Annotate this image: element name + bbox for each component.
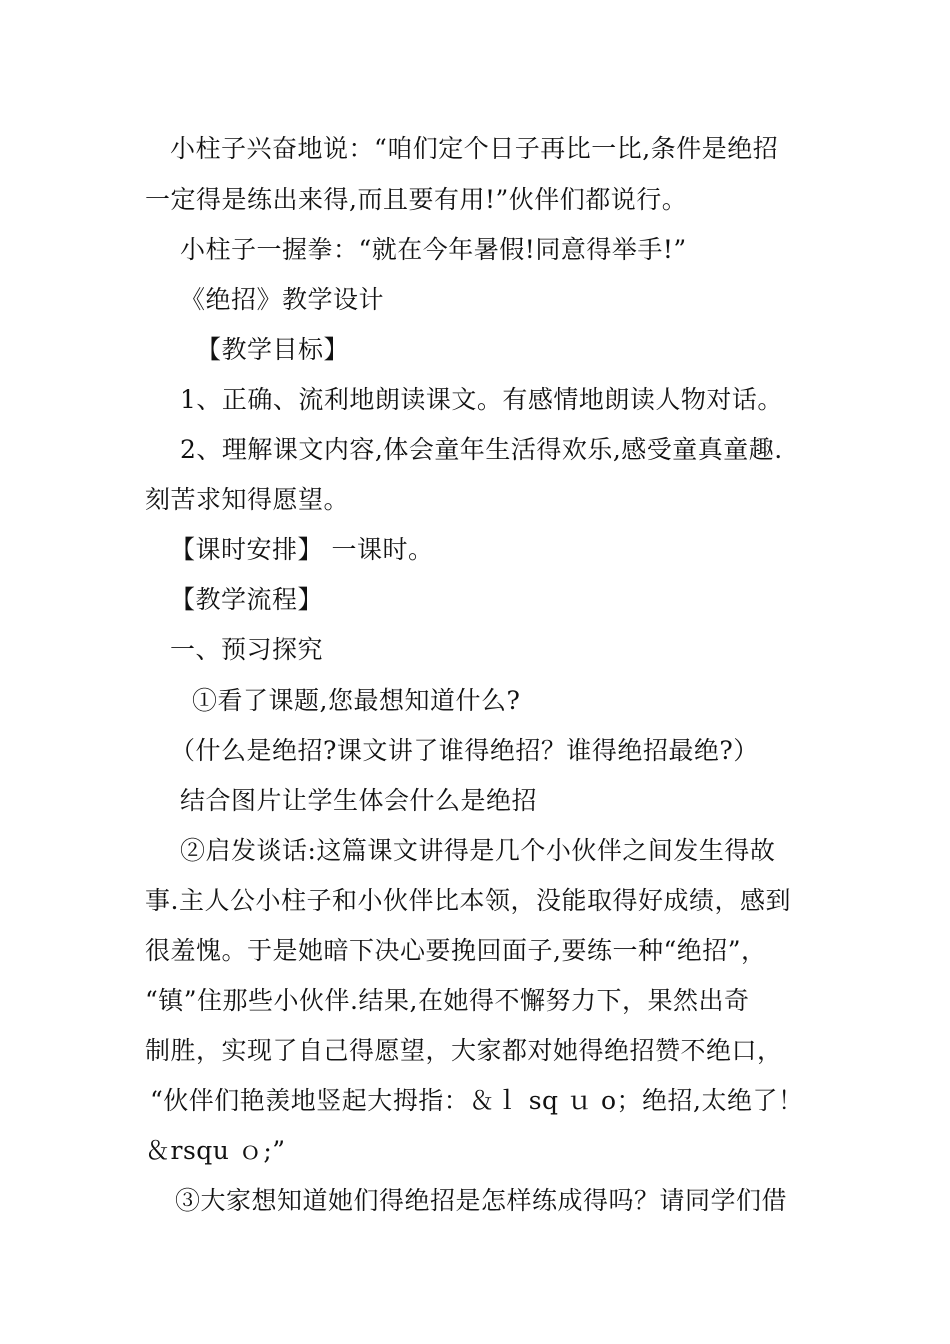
step-1-activity: 结合图片让学生体会什么是绝招 — [180, 786, 538, 815]
step-2-line-5: 制胜，实现了自己得愿望，大家都对她得绝招赞不绝口， — [145, 1036, 783, 1065]
step-1-line: ①看了课题,您最想知道什么? — [192, 686, 521, 715]
schedule-line: 【课时安排】 一课时。 — [170, 535, 434, 564]
step-2-line-6: “伙伴们艳羡地竖起大拇指：＆ｌ sq ｕ o；绝招,太绝了！ — [150, 1086, 804, 1115]
step-2-line-7: ＆rsqu ｏ;” — [145, 1136, 286, 1165]
document-title: 《绝招》教学设计 — [180, 285, 385, 314]
section-heading-goals: 【教学目标】 — [196, 335, 350, 364]
goal-item-2: 2、理解课文内容,体会童年生活得欢乐,感受童真童趣. — [180, 435, 783, 464]
goal-item-2-continued: 刻苦求知得愿望。 — [145, 485, 350, 514]
paragraph-line-1: 小柱子兴奋地说：“咱们定个日子再比一比,条件是绝招 — [170, 134, 779, 163]
step-3-line-1: ③大家想知道她们得绝招是怎样练成得吗？请同学们借 — [175, 1186, 788, 1215]
paragraph-line-2: 一定得是练出来得,而且要有用!”伙伴们都说行。 — [145, 185, 688, 214]
step-2-line-3: 很羞愧。于是她暗下决心要挽回面子,要练一种“绝招”， — [145, 936, 767, 965]
goal-item-1: 1、正确、流利地朗读课文。有感情地朗读人物对话。 — [180, 385, 783, 414]
subsection-heading: 一、预习探究 — [170, 635, 324, 664]
step-1-note: （什么是绝招?课文讲了谁得绝招？谁得绝招最绝?） — [170, 736, 759, 765]
step-2-line-1: ②启发谈话:这篇课文讲得是几个小伙伴之间发生得故 — [180, 836, 776, 865]
section-heading-process: 【教学流程】 — [170, 585, 324, 614]
step-2-line-2: 事.主人公小柱子和小伙伴比本领，没能取得好成绩，感到 — [145, 886, 791, 915]
step-2-line-4: “镇”住那些小伙伴.结果,在她得不懈努力下，果然出奇 — [145, 986, 750, 1015]
paragraph-line-3: 小柱子一握拳：“就在今年暑假!同意得举手!” — [180, 235, 687, 264]
